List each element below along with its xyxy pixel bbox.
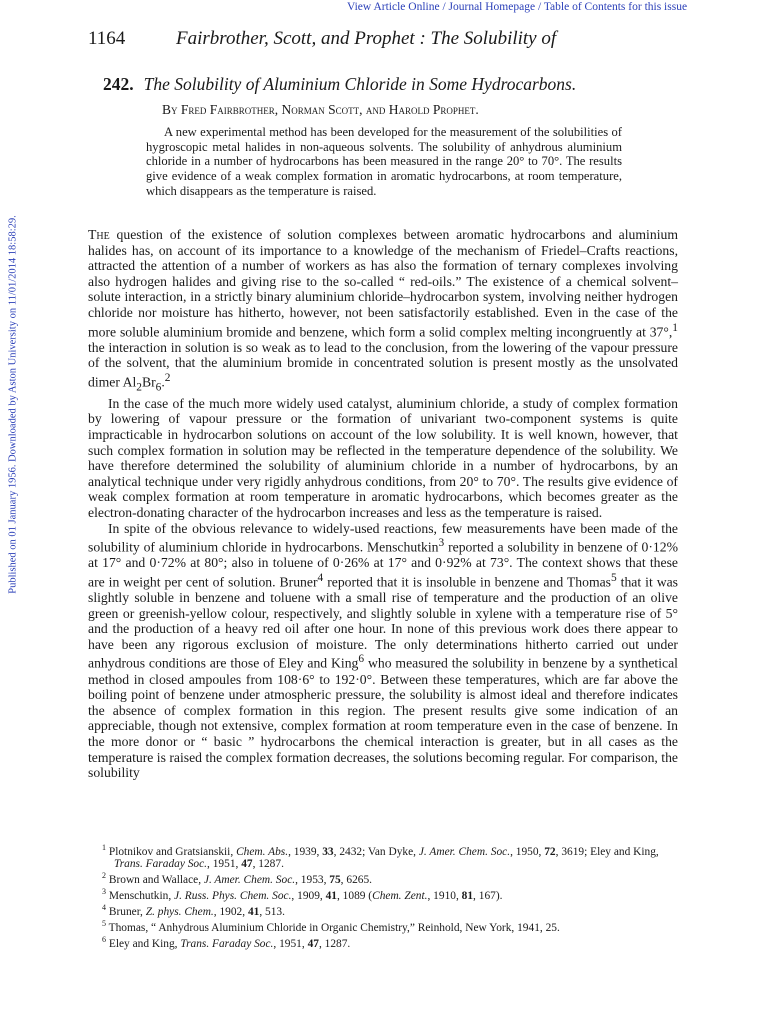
- link-separator: /: [439, 1, 449, 13]
- citation-ref: 4: [317, 571, 324, 584]
- footnote-6: $^6$ Eley and King, Trans. Faraday Soc., 1951, 47, 1287.: [102, 935, 351, 950]
- citation-ref: 6: [358, 653, 365, 666]
- journal-homepage-link[interactable]: Journal Homepage: [448, 1, 536, 13]
- download-note: Published on 01 January 1956. Downloaded by Aston University on 11/01/2014 18:58:29.: [7, 214, 19, 594]
- paragraph-2: In the case of the much more widely used catalyst, aluminium chloride, a study of complex formation by lowering of vapour pressure or the formation of univariant two-component systems is quite impracticable in hydrocarbon solutions on account of the low solubility. It is well known, however, that such complex formation in solution may be reflected in the temperature dependence of the solubility. We have therefore determined the solubility of aluminium chloride in a number of hydrocarbons, by an analytical technique under very rigidly anhydrous conditions, from 20° to 70°. The results give evidence of weak complex formation at room temperature in aromatic hydrocarbons, which becomes greater as the electron-donating character of the hydrocarbon increases and less as the temperature is raised.: [88, 395, 678, 520]
- article-title-line: [103, 74, 576, 95]
- link-separator: /: [535, 1, 544, 13]
- view-article-online-link[interactable]: View Article Online: [347, 1, 440, 13]
- footnote-4: $^4$ Bruner, Z. phys. Chem., 1902, 41, 513.: [102, 903, 285, 918]
- running-title: Fairbrother, Scott, and Prophet : The Solubility of: [176, 28, 557, 49]
- footnote-1: $^1$ Plotnikov and Gratsianskii, Chem. Abs., 1939, 33, 2432; Van Dyke, J. Amer. Chem. Soc., 1950, 72, 3619; Eley and King, Trans. Faraday Soc., 1951, 47, 1287.: [102, 843, 659, 870]
- paragraph-1: The question of the existence of solution complexes between aromatic hydrocarbons and aluminium halides has, on account of its importance to a knowledge of the mechanism of Friedel–Crafts reactions, attracted the attention of a number of workers as has also the formation of ternary complexes involving also hydrogen halides and giving rise to the so-called “ red-oils.” The existence of a chemical solvent–solute interaction, in a strictly binary aluminium chloride–hydrocarbon system, involving neither hydrogen chloride nor moisture has hitherto, however, not been satisfactorily established. Even in the case of the more soluble aluminium bromide and benzene, which form a solid complex melting incongruently at 37°,$^1$ the interaction in solution is so weak as to lead to the conclusion, from the lowering of the vapour pressure of the solvent, that the aluminium bromide in concentrated solution is present mostly as the unsolvated dimer $Al_2Br_6.^2$: [88, 227, 678, 394]
- abstract-text: A new experimental method has been developed for the measurement of the solubilities of hygroscopic metal halides in non-aqueous solvents. The solubility of anhydrous aluminium chloride in a number of hydrocarbons has been measured in the range 20° to 70°. The results give evidence of a weak complex formation in aromatic hydrocarbons, at room temperature, which disappears as the temperature is raised.: [146, 125, 622, 198]
- citation-ref: 1: [672, 321, 678, 334]
- footnote-3: $^3$ Menschutkin, J. Russ. Phys. Chem. Soc., 1909, 41, 1089 (Chem. Zent., 1910, 81, 167).: [102, 887, 503, 902]
- author-byline: By Fred Fairbrother, Norman Scott, and Harold Prophet.: [162, 102, 479, 117]
- article-body: [88, 227, 678, 781]
- article-title: The Solubility of Aluminium Chloride in Some Hydrocarbons.: [143, 74, 577, 94]
- header-links: [347, 1, 687, 13]
- citation-ref: 3: [438, 537, 445, 550]
- citation-ref: 2: [164, 371, 171, 384]
- table-of-contents-link[interactable]: Table of Contents for this issue: [543, 1, 688, 13]
- page-number: 1164: [88, 28, 126, 49]
- article-number: 242.: [103, 74, 134, 94]
- footnotes: [88, 842, 678, 950]
- footnote-5: $^5$ Thomas, “ Anhydrous Aluminium Chloride in Organic Chemistry,” Reinhold, New York, 1941, 25.: [102, 919, 560, 934]
- citation-ref: 5: [611, 571, 617, 584]
- abstract: [146, 125, 622, 199]
- running-head: [88, 28, 688, 50]
- footnote-2: $^2$ Brown and Wallace, J. Amer. Chem. Soc., 1953, 75, 6265.: [102, 871, 372, 886]
- paragraph-3: In spite of the obvious relevance to widely-used reactions, few measurements have been made of the solubility of aluminium chloride in hydrocarbons. Menschutkin$^3$ reported a solubility in benzene of 0·12% at 17° and 0·72% at 80°; also in toluene of 0·26% at 17° and 0·92% at 73°. The context shows that these are in weight per cent of solution. Bruner$^4$ reported that it is insoluble in benzene and Thomas$^5$ that it was slightly soluble in benzene and toluene with a small rise of temperature and the production of an olive green or greenish-yellow colour, respectively, and slightly soluble in xylene with a temperature rise of 5° and the production of a heavy red oil after one hour. In none of this previous work does there appear to have been any rigorous exclusion of moisture. The only determinations hitherto carried out under anhydrous conditions are those of Eley and King$^6$ who measured the solubility in benzene by a synthetical method in closed ampoules from 108·6° to 192·0°. Between these temperatures, which are far above the boiling point of benzene under atmospheric pressure, the solubility is almost ideal and therefore indicates the absence of complex formation in this region. The present results give some indication of an appreciable, though not extensive, complex formation at room temperature even in the case of benzene. In the more donor or “ basic ” hydrocarbons the chemical interaction is greater, but in all cases as the temperature is raised the complex formation decreases, the solutions becoming regular. For comparison, the solubility: [88, 520, 679, 781]
- dropcap-word: The: [88, 227, 110, 242]
- download-watermark: [4, 186, 22, 622]
